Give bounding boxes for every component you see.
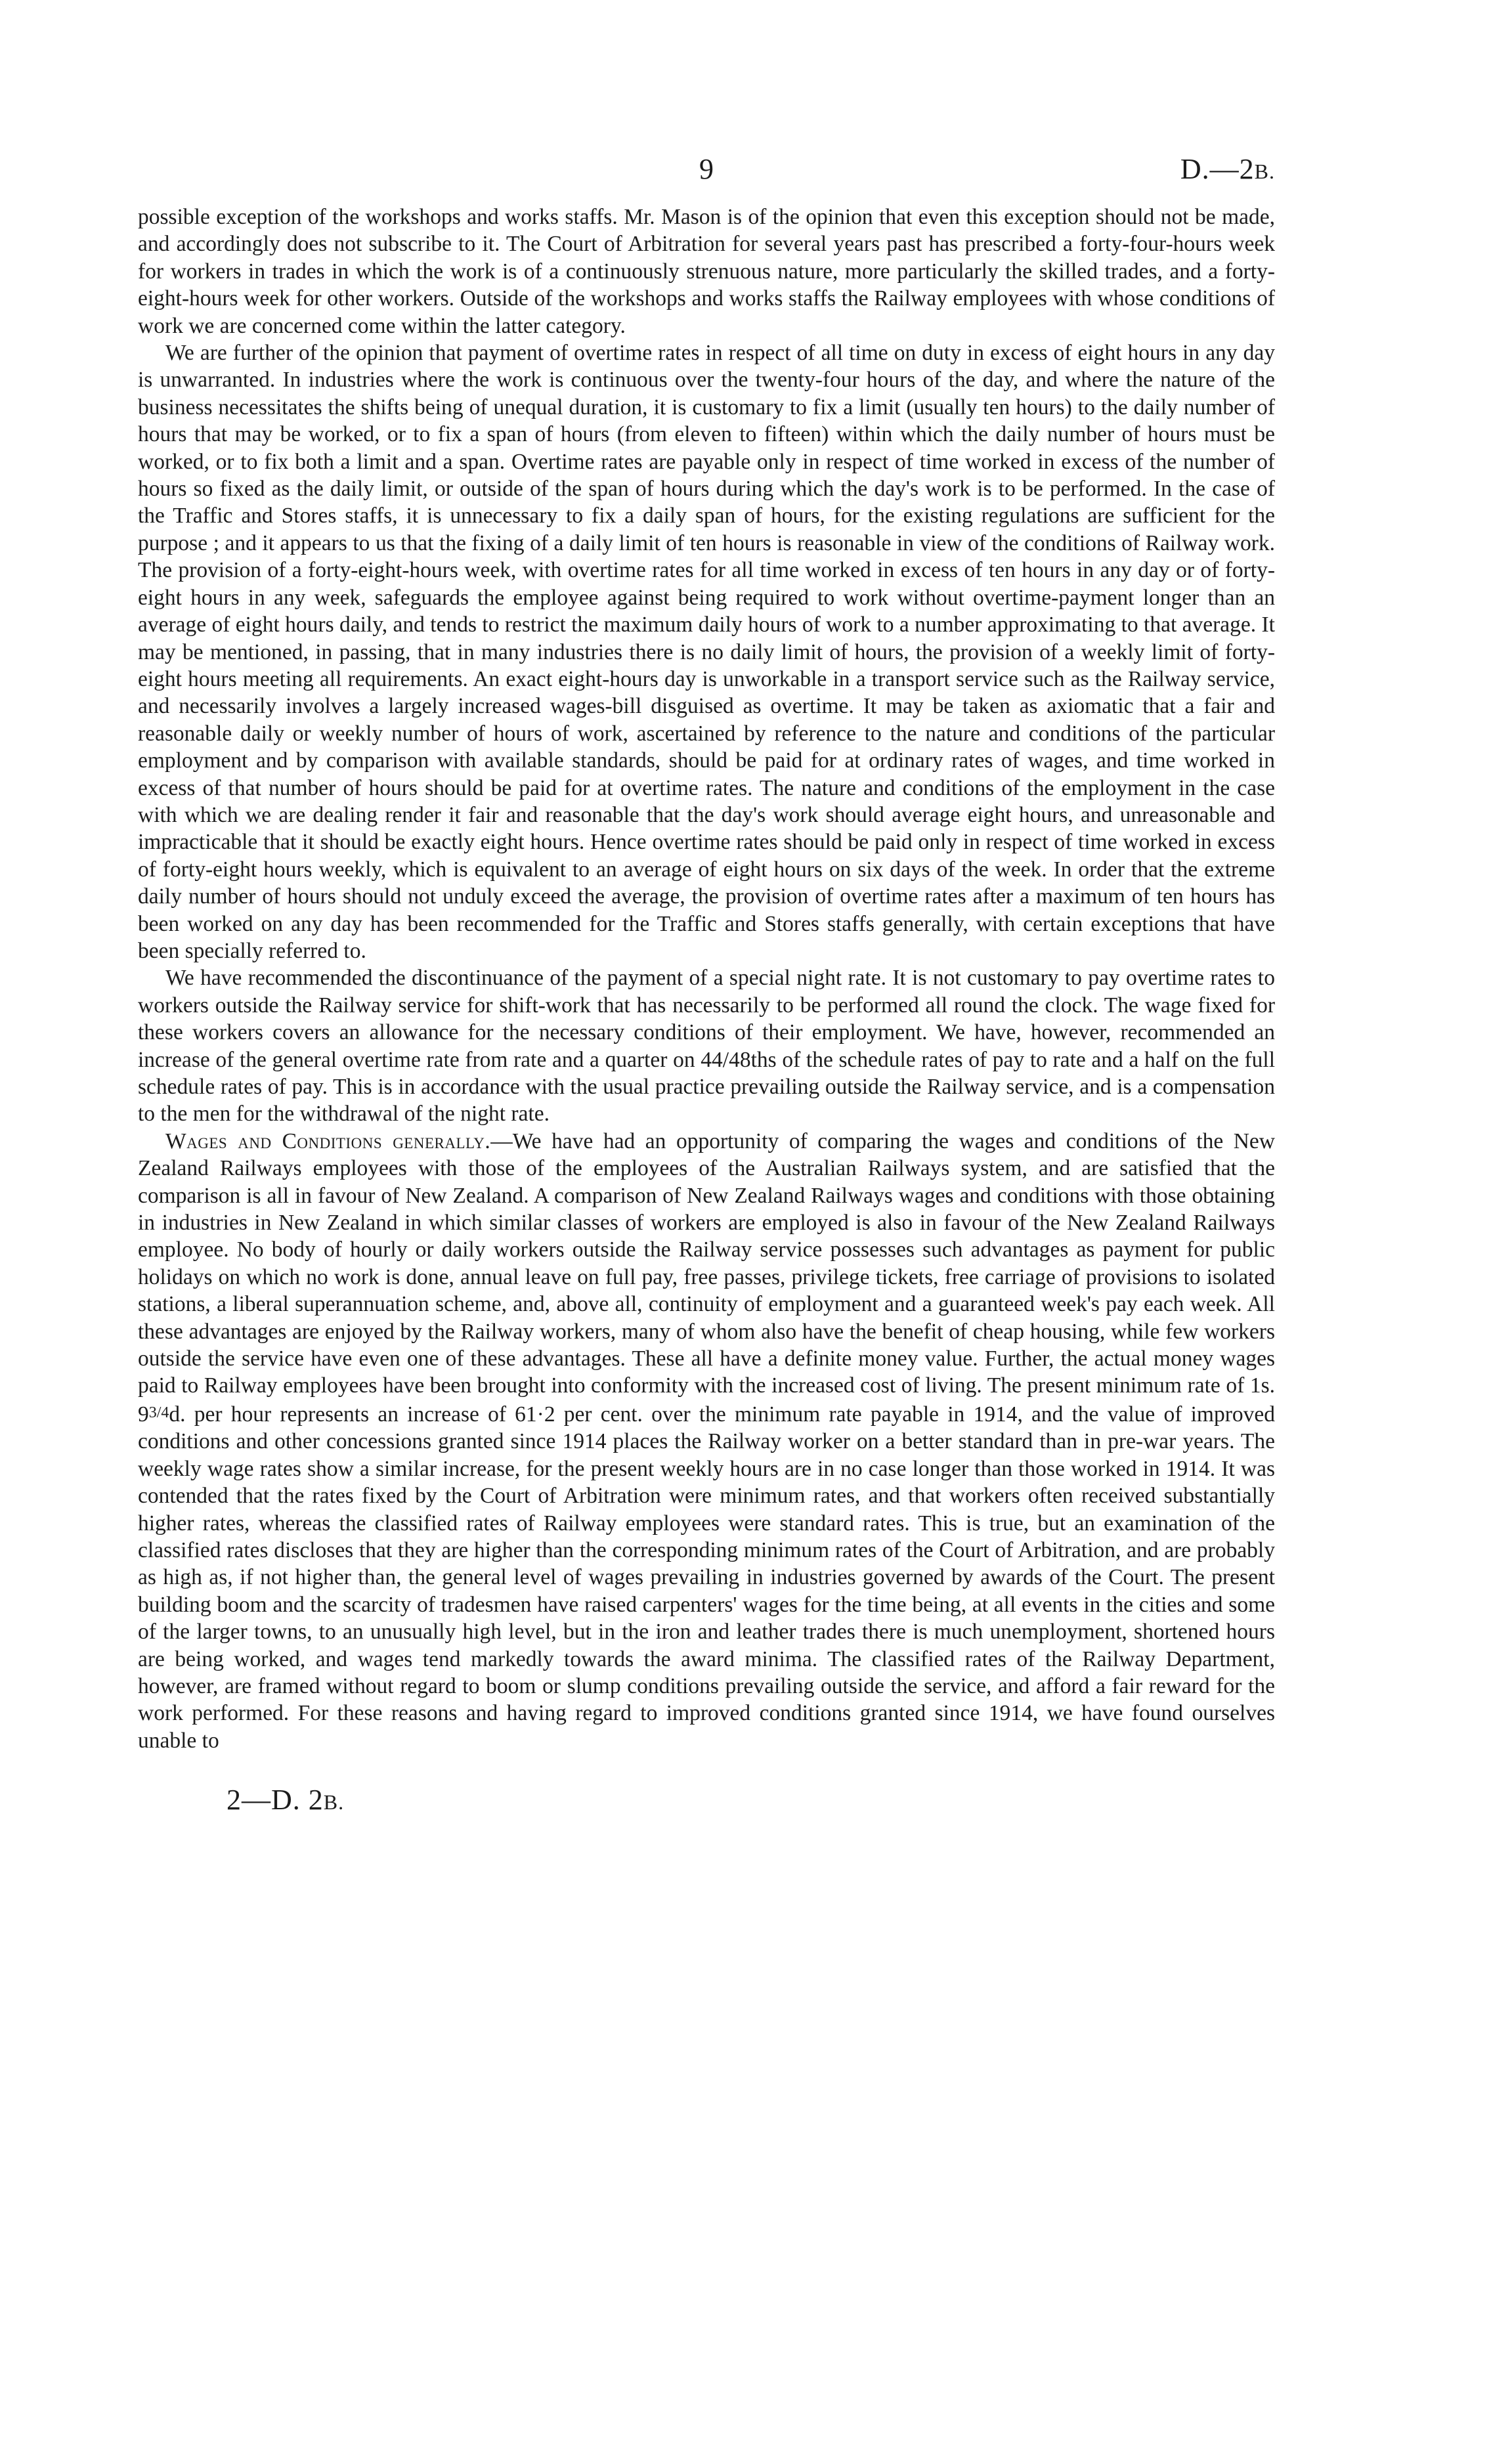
paragraph-4 <box>138 1128 1275 1754</box>
body-text <box>138 204 1275 1754</box>
paragraph-4-text-continued: d. per hour represents an increase of 61·2 per cent. over the minimum rate payable in 1914, and the value of improved conditions and other concessions granted since 1914 places the Railway worker on a better standard than in pre-war years. The weekly wage rates show a similar increase, for the present weekly hours are in no case longer than those worked in 1914. It was contended that the rates fixed by the Court of Arbitration were minimum rates, and that workers often received substantially higher rates, whereas the classified rates of Railway employees were standard rates. This is true, but an examination of the classified rates discloses that they are higher than the corresponding minimum rates of the Court of Arbitration, and are probably as high as, if not higher than, the general level of wages prevailing in industries governed by awards of the Court. The present building boom and the scarcity of tradesmen have raised carpenters' wages for the time being, at all events in the cities and some of the larger towns, to an unusually high level, but in the iron and leather trades there is much unemployment, shortened hours are being worked, and wages tend markedly towards the award minima. The classified rates of the Railway Department, however, are framed without regard to boom or slump conditions prevailing outside the service, and afford a fair reward for the work performed. For these reasons and having regard to improved conditions granted since 1914, we have found ourselves unable to <box>138 1402 1275 1753</box>
paragraph-2: We are further of the opinion that payment of overtime rates in respect of all time on duty in excess of eight hours in any day is unwarranted. In industries where the work is continuous over the twenty-four hours of the day, and where the nature of the business necessitates the shifts being of unequal duration, it is customary to fix a limit (usually ten hours) to the daily number of hours that may be worked, or to fix a span of hours (from eleven to fifteen) within which the daily number of hours must be worked, or to fix both a limit and a span. Overtime rates are payable only in respect of time worked in excess of the number of hours so fixed as the daily limit, or outside of the span of hours during which the day's work is to be performed. In the case of the Traffic and Stores staffs, it is unnecessary to fix a daily span of hours, for the existing regulations are sufficient for the purpose ; and it appears to us that the fixing of a daily limit of ten hours is reasonable in view of the conditions of Railway work. The provision of a forty-eight-hours week, with overtime rates for all time worked in excess of ten hours in any day or of forty-eight hours in any week, safeguards the employee against being required to work without overtime-payment longer than an average of eight hours daily, and tends to restrict the maximum daily hours of work to a number approximating to that average. It may be mentioned, in passing, that in many industries there is no daily limit of hours, the provision of a weekly limit of forty-eight hours meeting all requirements. An exact eight-hours day is unworkable in a transport service such as the Railway service, and necessarily involves a largely increased wages-bill disguised as overtime. It may be taken as axiomatic that a fair and reasonable daily or weekly number of hours of work, ascertained by reference to the nature and conditions of the particular employment and by comparison with available standards, should be paid for at ordinary rates of wages, and time worked in excess of that number of hours should be paid for at overtime rates. The nature and conditions of the employment in the case with which we are dealing render it fair and reasonable that the day's work should average eight hours, and unreasonable and impracticable that it should be exactly eight hours. Hence overtime rates should be paid only in respect of time worked in excess of forty-eight hours weekly, which is equivalent to an average of eight hours on six days of the week. In order that the extreme daily number of hours should not unduly exceed the average, the provision of overtime rates after a maximum of ten hours has been worked on any day has been recommended for the Traffic and Stores staffs generally, with certain exceptions that have been specially referred to. <box>138 341 1275 963</box>
document-reference-main: D.—2 <box>1180 153 1255 185</box>
document-reference <box>1180 150 1275 191</box>
paragraph-1: possible exception of the workshops and works staffs. Mr. Mason is of the opinion that even this exception should not be made, and accordingly does not subscribe to it. The Court of Arbitration for several years past has prescribed a forty-four-hours week for workers in trades in which the work is of a continuously strenuous nature, more particularly the skilled trades, and a forty-eight-hours week for other workers. Outside of the workshops and works staffs the Railway employees with whose conditions of work we are concerned come within the latter category. <box>138 205 1275 338</box>
page-header <box>138 150 1275 189</box>
paragraph-3: We have recommended the discontinuance of the payment of a special night rate. It is not customary to pay overtime rates to workers outside the Railway service for shift-work that has necessarily to be performed all round the clock. The wage fixed for these workers covers an allowance for the necessary conditions of their employment. We have, however, recommended an increase of the general overtime rate from rate and a quarter on 44/48ths of the schedule rates of pay to rate and a half on the full schedule rates of pay. This is in accordance with the usual practice prevailing outside the Railway service, and is a compensation to the men for the withdrawal of the night rate. <box>138 966 1275 1127</box>
paragraph-4-text: —We have had an opportunity of comparing the wages and conditions of the New Zealand Railways employees with those of the employees of the Australian Railways system, and are satisfied that the comparison is all in favour of New Zealand. A comparison of New Zealand Railways wages and conditions with those obtaining in industries in New Zealand in which similar classes of workers are employed is also in favour of the New Zealand Railways employee. No body of hourly or daily workers outside the Railway service possesses such advantages as payment for public holidays on which no work is done, annual leave on full pay, free passes, privilege tickets, free carriage of provisions to isolated stations, a liberal superannuation scheme, and, above all, continuity of employment and a guaranteed week's pay each week. All these advantages are enjoyed by the Railway workers, many of whom also have the benefit of cheap housing, while few workers outside the service have even one of these advantages. These all have a definite money value. Further, the actual money wages paid to Railway employees have been brought into conformity with the increased cost of living. The present minimum rate of 1s. 9 <box>138 1128 1275 1427</box>
signature-suffix: B. <box>323 1790 345 1814</box>
document-reference-suffix: B. <box>1254 160 1275 183</box>
page-number: 9 <box>699 153 714 185</box>
signature-main: 2—D. 2 <box>227 1784 324 1816</box>
section-heading-wages-and-conditions: Wages and Conditions generally. <box>165 1128 491 1153</box>
signature-mark <box>227 1780 344 1822</box>
fraction-three-quarters: 3/4 <box>148 1404 169 1421</box>
